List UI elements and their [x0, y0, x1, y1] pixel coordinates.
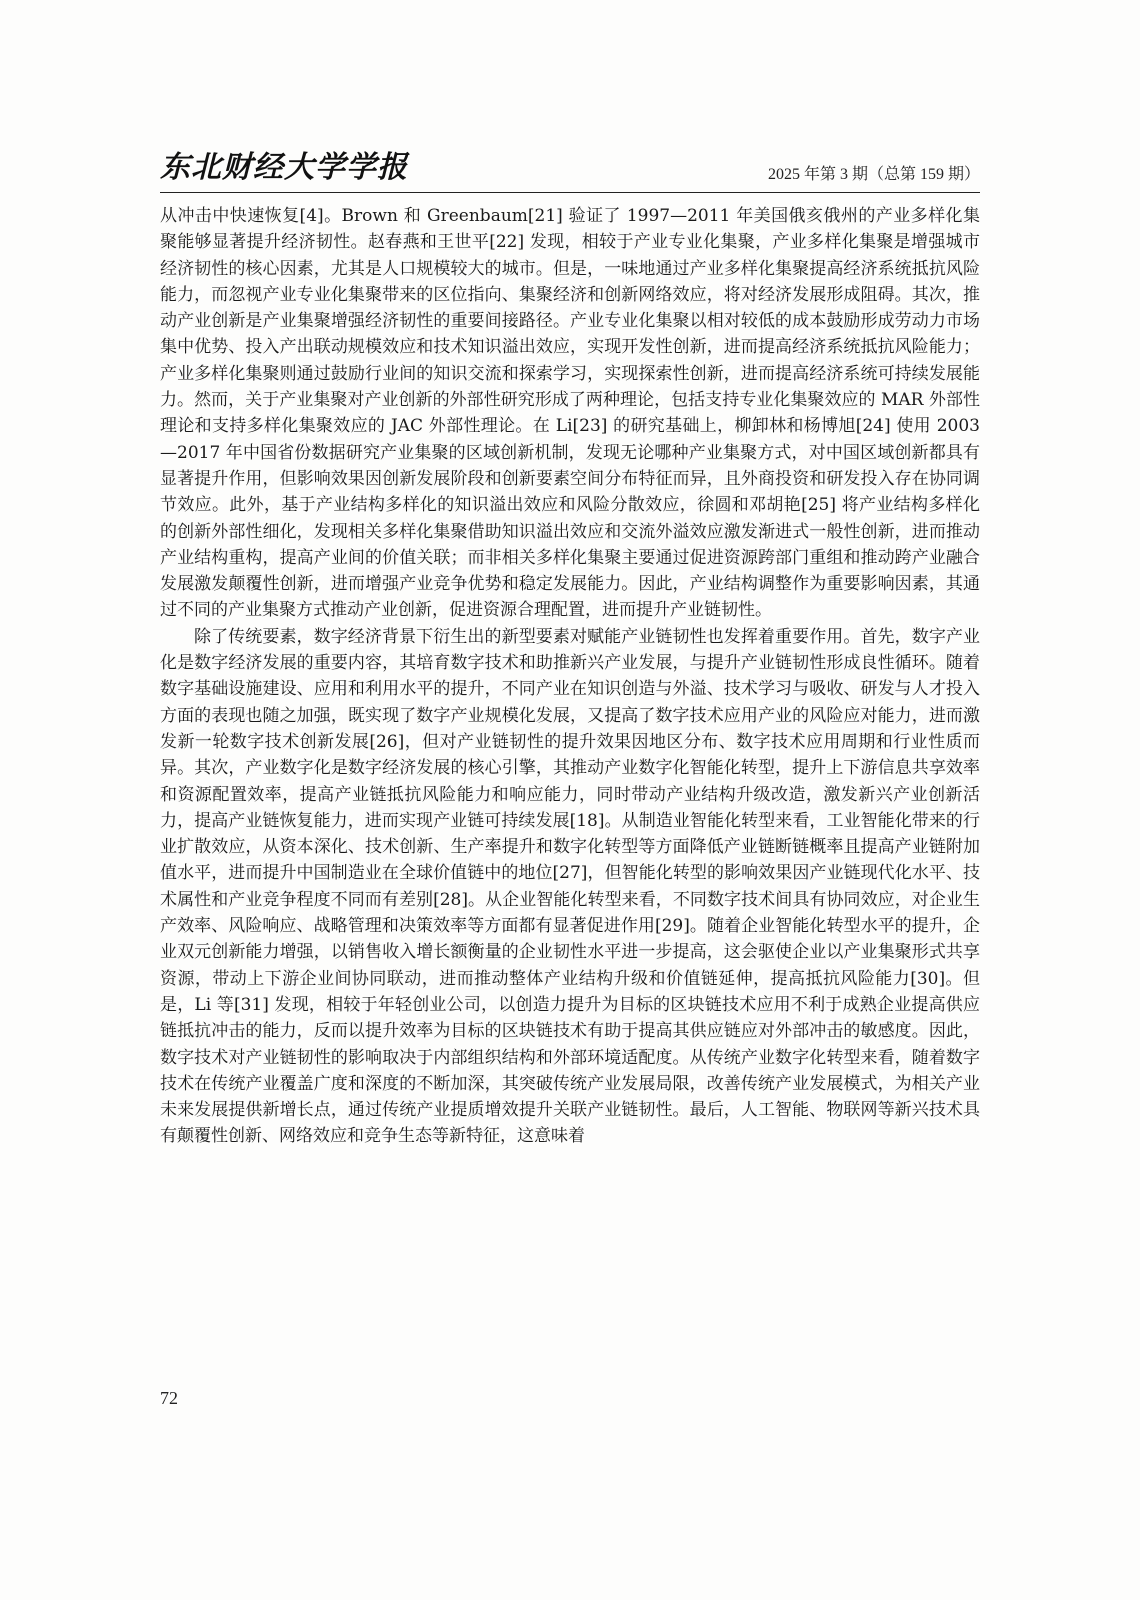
running-header — [160, 152, 980, 193]
paragraph: 从冲击中快速恢复[4]。Brown 和 Greenbaum[21] 验证了 1997—2011 年美国俄亥俄州的产业多样化集聚能够显著提升经济韧性。赵春燕和王世平[22] 发现，相较于产业专业化集聚，产业多样化集聚是增强城市经济韧性的核心因素，尤其是人口规模较大的城市。但是，一味地通过产业多样化集聚提高经济系统抵抗风险能力，而忽视产业专业化集聚带来的区位指向、集聚经济和创新网络效应，将对经济发展形成阻碍。其次，推动产业创新是产业集聚增强经济韧性的重要间接路径。产业专业化集聚以相对较低的成本鼓励形成劳动力市场集中优势、投入产出联动规模效应和技术知识溢出效应，实现开发性创新，进而提高经济系统抵抗风险能力；产业多样化集聚则通过鼓励行业间的知识交流和探索学习，实现探索性创新，进而提高经济系统可持续发展能力。然而，关于产业集聚对产业创新的外部性研究形成了两种理论，包括支持专业化集聚效应的 MAR 外部性理论和支持多样化集聚效应的 JAC 外部性理论。在 Li[23] 的研究基础上，柳卸林和杨博旭[24] 使用 2003—2017 年中国省份数据研究产业集聚的区域创新机制，发现无论哪种产业集聚方式，对中国区域创新都具有显著提升作用，但影响效果因创新发展阶段和创新要素空间分布特征而异，且外商投资和研发投入存在协同调节效应。此外，基于产业结构多样化的知识溢出效应和风险分散效应，徐圆和邓胡艳[25] 将产业结构多样化的创新外部性细化，发现相关多样化集聚借助知识溢出效应和交流外溢效应激发渐进式一般性创新，进而推动产业结构重构，提高产业间的价值关联；而非相关多样化集聚主要通过促进资源跨部门重组和推动跨产业融合发展激发颠覆性创新，进而增强产业竞争优势和稳定发展能力。因此，产业结构调整作为重要影响因素，其通过不同的产业集聚方式推动产业创新，促进资源合理配置，进而提升产业链韧性。 — [160, 206, 980, 621]
page-number: 72 — [160, 1388, 178, 1408]
paragraph: 除了传统要素，数字经济背景下衍生出的新型要素对赋能产业链韧性也发挥着重要作用。首先，数字产业化是数字经济发展的重要内容，其培育数字技术和助推新兴产业发展，与提升产业链韧性形成良性循环。随着数字基础设施建设、应用和利用水平的提升，不同产业在知识创造与外溢、技术学习与吸收、研发与人才投入方面的表现也随之加强，既实现了数字产业规模化发展，又提高了数字技术应用产业的风险应对能力，进而激发新一轮数字技术创新发展[26]，但对产业链韧性的提升效果因地区分布、数字技术应用周期和行业性质而异。其次，产业数字化是数字经济发展的核心引擎，其推动产业数字化智能化转型，提升上下游信息共享效率和资源配置效率，提高产业链抵抗风险能力和响应能力，同时带动产业结构升级改造，激发新兴产业创新活力，提高产业链恢复能力，进而实现产业链可持续发展[18]。从制造业智能化转型来看，工业智能化带来的行业扩散效应，从资本深化、技术创新、生产率提升和数字化转型等方面降低产业链断链概率且提高产业链附加值水平，进而提升中国制造业在全球价值链中的地位[27]，但智能化转型的影响效果因产业链现代化水平、技术属性和产业竞争程度不同而有差别[28]。从企业智能化转型来看，不同数字技术间具有协同效应，对企业生产效率、风险响应、战略管理和决策效率等方面都有显著促进作用[29]。随着企业智能化转型水平的提升，企业双元创新能力增强，以销售收入增长额衡量的企业韧性水平进一步提高，这会驱使企业以产业集聚形式共享资源，带动上下游企业间协同联动，进而推动整体产业结构升级和价值链延伸，提高抵抗风险能力[30]。但是，Li 等[31] 发现，相较于年轻创业公司，以创造力提升为目标的区块链技术应用不利于成熟企业提高供应链抵抗冲击的能力，反而以提升效率为目标的区块链技术有助于提高其供应链应对外部冲击的敏感度。因此，数字技术对产业链韧性的影响取决于内部组织结构和外部环境适配度。从传统产业数字化转型来看，随着数字技术在传统产业覆盖广度和深度的不断加深，其突破传统产业发展局限，改善传统产业发展模式，为相关产业未来发展提供新增长点，通过传统产业提质增效提升关联产业链韧性。最后，人工智能、物联网等新兴技术具有颠覆性创新、网络效应和竞争生态等新特征，这意味着 — [160, 626, 980, 1147]
journal-name: 东北财经大学学报 — [160, 150, 408, 185]
issue-info: 2025 年第 3 期（总第 159 期） — [767, 166, 980, 183]
article-body — [160, 203, 980, 1150]
